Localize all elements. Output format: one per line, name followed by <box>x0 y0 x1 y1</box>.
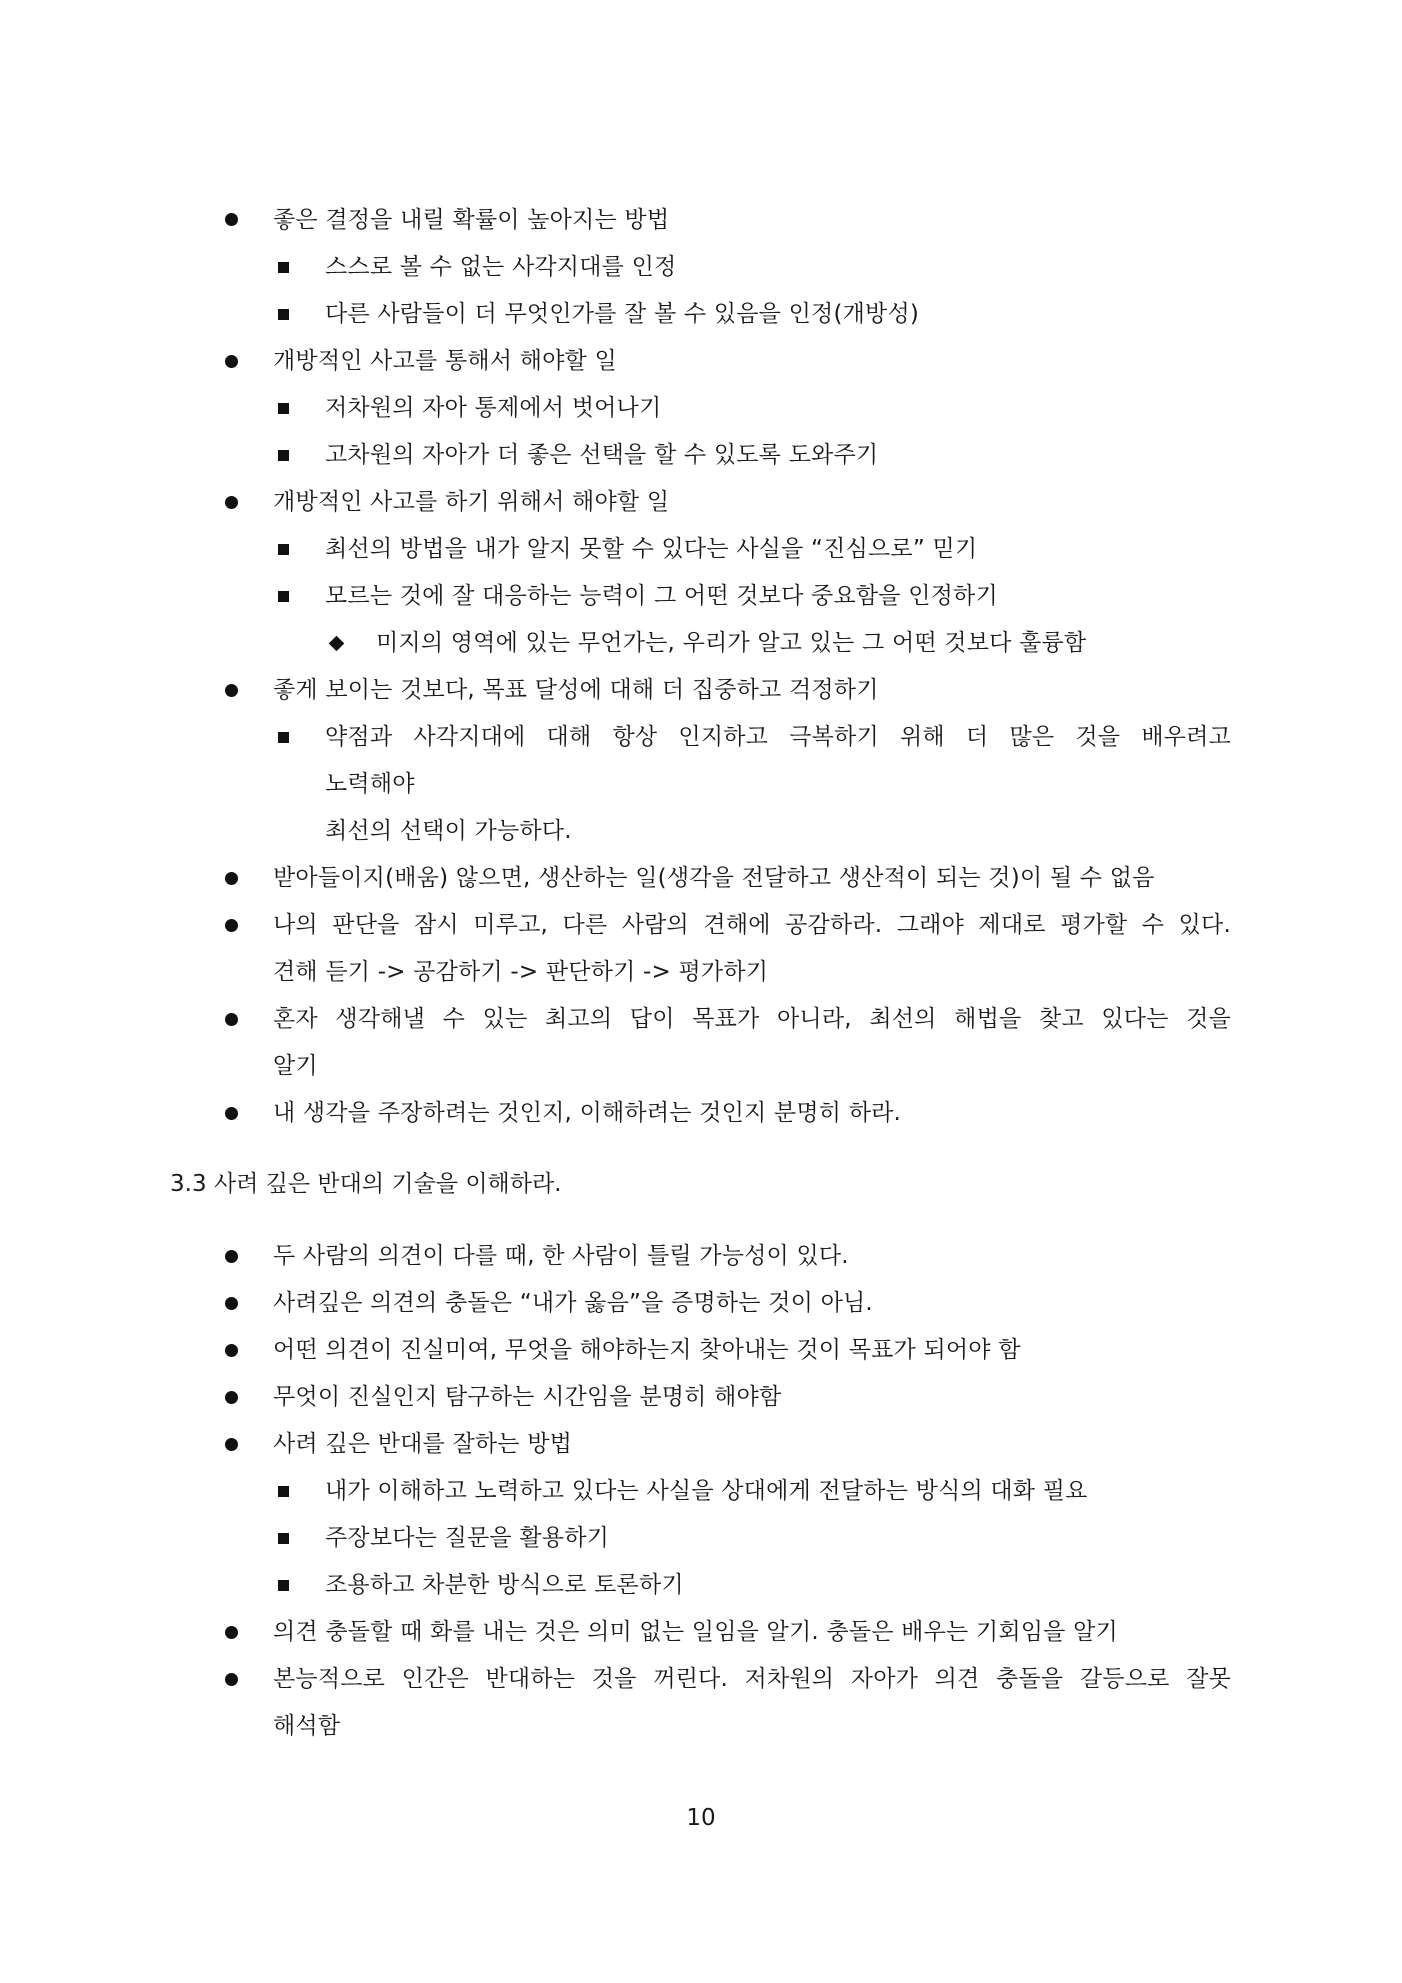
list-item-text-continued: 견해 듣기 -> 공감하기 -> 판단하기 -> 평가하기 <box>273 959 769 985</box>
list-item-text: 모르는 것에 잘 대응하는 능력이 그 어떤 것보다 중요함을 인정하기 <box>325 583 998 609</box>
bullet-icon <box>225 872 238 885</box>
list-item-text: 어떤 의견이 진실미여, 무엇을 해야하는지 찾아내는 것이 목표가 되어야 함 <box>273 1337 1021 1363</box>
bullet-icon <box>225 213 238 226</box>
bullet-icon <box>225 1673 238 1686</box>
square-bullet-icon <box>278 403 289 414</box>
square-bullet-icon <box>278 1533 289 1544</box>
diamond-bullet-icon <box>329 636 345 652</box>
bullet-icon <box>225 1013 238 1026</box>
list-item-text-continued: 알기 <box>273 1053 318 1079</box>
square-bullet-icon <box>278 732 289 743</box>
list-item-text: 본능적으로 인간은 반대하는 것을 꺼린다. 저차원의 자아가 의견 충돌을 갈등으로 잘못 <box>273 1666 1231 1692</box>
list-item-text: 저차원의 자아 통제에서 벗어나기 <box>325 395 662 421</box>
square-bullet-icon <box>278 1580 289 1591</box>
bullet-icon <box>225 1250 238 1263</box>
list-item-text: 좋은 결정을 내릴 확률이 높아지는 방법 <box>273 207 670 233</box>
square-bullet-icon <box>278 450 289 461</box>
square-bullet-icon <box>278 591 289 602</box>
list-item-text-continued: 최선의 선택이 가능하다. <box>325 818 572 844</box>
list-item-text: 약점과 사각지대에 대해 항상 인지하고 극복하기 위해 더 많은 것을 배우려고 <box>325 724 1231 750</box>
list-item-text: 사려깊은 의견의 충돌은 “내가 옳음”을 증명하는 것이 아님. <box>273 1290 873 1316</box>
list-item-text-continued: 노력해야 <box>325 771 415 797</box>
list-item-text: 내 생각을 주장하려는 것인지, 이해하려는 것인지 분명히 하라. <box>273 1100 902 1126</box>
list-item-text: 무엇이 진실인지 탐구하는 시간임을 분명히 해야함 <box>273 1384 782 1410</box>
list-item-text: 내가 이해하고 노력하고 있다는 사실을 상대에게 전달하는 방식의 대화 필요 <box>325 1478 1088 1504</box>
bullet-icon <box>225 1438 238 1451</box>
list-item-text: 나의 판단을 잠시 미루고, 다른 사람의 견해에 공감하라. 그래야 제대로 평가할 수 있다. <box>273 912 1231 938</box>
bullet-icon <box>225 1107 238 1120</box>
bullet-icon <box>225 355 238 368</box>
list-item-text: 개방적인 사고를 통해서 해야할 일 <box>273 348 617 374</box>
list-item-text: 두 사람의 의견이 다를 때, 한 사람이 틀릴 가능성이 있다. <box>273 1243 849 1269</box>
bullet-icon <box>225 684 238 697</box>
list-item-text: 좋게 보이는 것보다, 목표 달성에 대해 더 집중하고 걱정하기 <box>273 677 879 703</box>
square-bullet-icon <box>278 262 289 273</box>
bullet-icon <box>225 496 238 509</box>
list-item-text: 고차원의 자아가 더 좋은 선택을 할 수 있도록 도와주기 <box>325 442 879 468</box>
list-item-text: 미지의 영역에 있는 무언가는, 우리가 알고 있는 그 어떤 것보다 훌륭함 <box>376 630 1087 656</box>
list-item-text: 사려 깊은 반대를 잘하는 방법 <box>273 1431 573 1457</box>
square-bullet-icon <box>278 1486 289 1497</box>
square-bullet-icon <box>278 309 289 320</box>
list-item-text: 다른 사람들이 더 무엇인가를 잘 볼 수 있음을 인정(개방성) <box>325 301 920 327</box>
list-item-text: 스스로 볼 수 없는 사각지대를 인정 <box>325 254 677 280</box>
bullet-icon <box>225 1297 238 1310</box>
page-number: 10 <box>686 1805 716 1831</box>
list-item-text: 혼자 생각해낼 수 있는 최고의 답이 목표가 아니라, 최선의 해법을 찾고 있다는 것을 <box>273 1006 1231 1032</box>
list-item-text-continued: 해석함 <box>273 1713 341 1739</box>
bullet-icon <box>225 919 238 932</box>
bullet-icon <box>225 1391 238 1404</box>
bullet-icon <box>225 1344 238 1357</box>
section-heading: 3.3 사려 깊은 반대의 기술을 이해하라. <box>170 1171 562 1197</box>
list-item-text: 주장보다는 질문을 활용하기 <box>325 1525 610 1551</box>
list-item-text: 개방적인 사고를 하기 위해서 해야할 일 <box>273 489 670 515</box>
list-item-text: 받아들이지(배움) 않으면, 생산하는 일(생각을 전달하고 생산적이 되는 것)이 될 수 없음 <box>273 865 1155 891</box>
list-item-text: 의견 충돌할 때 화를 내는 것은 의미 없는 일임을 알기. 충돌은 배우는 기회임을 알기 <box>273 1619 1118 1645</box>
bullet-icon <box>225 1626 238 1639</box>
list-item-text: 최선의 방법을 내가 알지 못할 수 있다는 사실을 “진심으로” 믿기 <box>325 536 978 562</box>
list-item-text: 조용하고 차분한 방식으로 토론하기 <box>325 1572 684 1598</box>
square-bullet-icon <box>278 544 289 555</box>
